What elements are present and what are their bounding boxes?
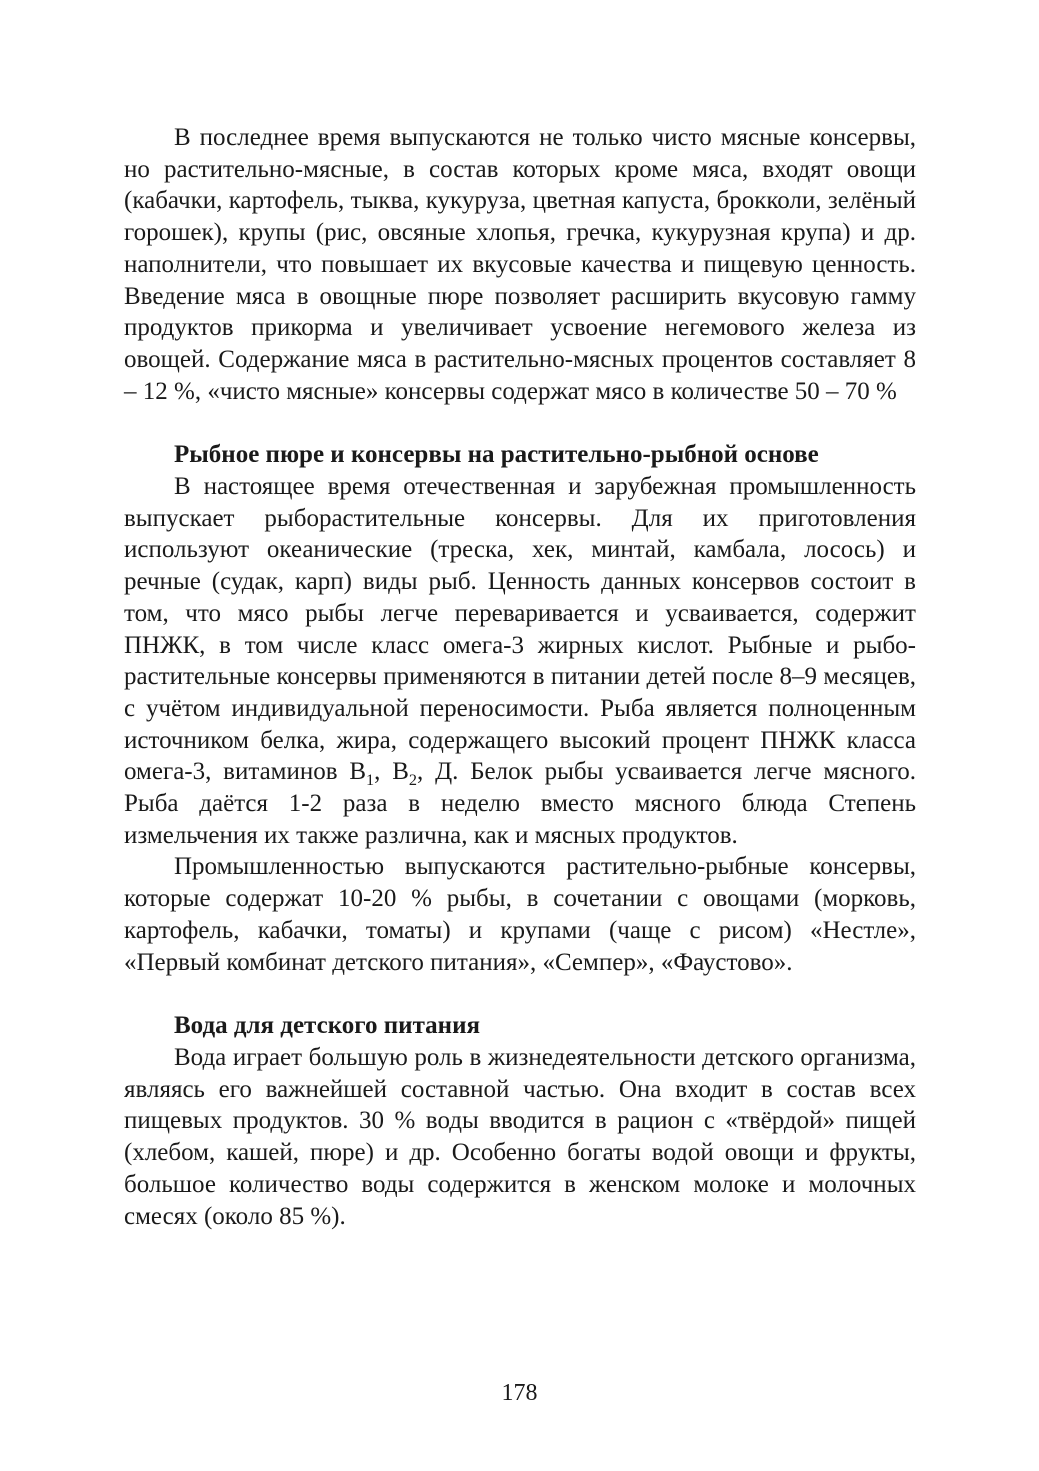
page-number: 178 bbox=[501, 1380, 538, 1406]
paragraph-water: Вода играет большую роль в жизнедеятельности детского организма, являясь его важнейшей составной частью. Она входит в состав всех пищевых продуктов. 30 % воды вводится в рацион с «твёрдой» пищей (хлебом, кашей, пюре) и др. Особенно богаты водой овощи и фрукты, большое количество воды содержится в женском молоке и молочных смесях (около 85 %). bbox=[124, 1043, 916, 1230]
heading-water: Вода для детского питания bbox=[174, 1012, 481, 1040]
paragraph-fish-text-1: В настоящее время отечественная и зарубежная промышленность выпускает рыборастительные консервы. Для их приготовления используют океанические (треска, хек, минтай, камбала, лосось) и речные (судак, карп) виды рыб. Ценность данных консервов состоит в том, что мясо рыбы легче переваривается и усваивается, содержит ПНЖК, в том числе класс омега-3 жирных кислот. Рыбные и рыбо-растительные консервы применяются в питании детей после 8–9 месяцев, с учётом индивидуальной переносимости. Рыба является полноценным источником белка, жира, содержащего высокий процент ПНЖК класса омега-3, витаминов В bbox=[124, 473, 916, 786]
section-gap bbox=[124, 978, 916, 1010]
paragraph-fish-vegetable-industry: Промышленностью выпускаются растительно-рыбные консервы, которые содержат 10-20 % рыбы, в сочетании с овощами (морковь, картофель, кабачки, томаты) и крупами (чаще с рисом) «Нестле», «Первый комбинат детского питания», «Семпер», «Фаустово». bbox=[124, 853, 916, 976]
paragraph-fish-text-2: , В bbox=[374, 758, 409, 786]
vitamin-b2-subscript: 2 bbox=[408, 771, 418, 790]
paragraph-fish-canned bbox=[124, 471, 916, 851]
section-gap bbox=[124, 407, 916, 439]
page-body bbox=[124, 122, 916, 1232]
paragraph-meat-vegetable-canned: В последнее время выпускаются не только чисто мясные консервы, но растительно-мясные, в состав которых кроме мяса, входят овощи (кабачки, картофель, тыква, кукуруза, цветная капуста, брокколи, зелёный горошек), крупы (рис, овсяные хлопья, гречка, кукурузная крупа) и др. наполнители, что повышает их вкусовые качества и пищевую ценность. Введение мяса в овощные пюре позволяет расширить вкусовую гамму продуктов прикорма и увеличивает усвоение негемового железа из овощей. Содержание мяса в растительно-мясных процентов составляет 8 – 12 %, «чисто мясные» консервы содержат мясо в количестве 50 – 70 % bbox=[124, 124, 916, 405]
paragraph-fish-text-3: , Д. Белок рыбы усваивается легче мясного. Рыба даётся 1-2 раза в неделю вместо мясного блюда Степень измельчения их также различна, как и мясных продуктов. bbox=[124, 758, 916, 849]
heading-fish-puree: Рыбное пюре и консервы на растительно-рыбной основе bbox=[174, 441, 819, 469]
vitamin-b1-subscript: 1 bbox=[366, 771, 375, 790]
